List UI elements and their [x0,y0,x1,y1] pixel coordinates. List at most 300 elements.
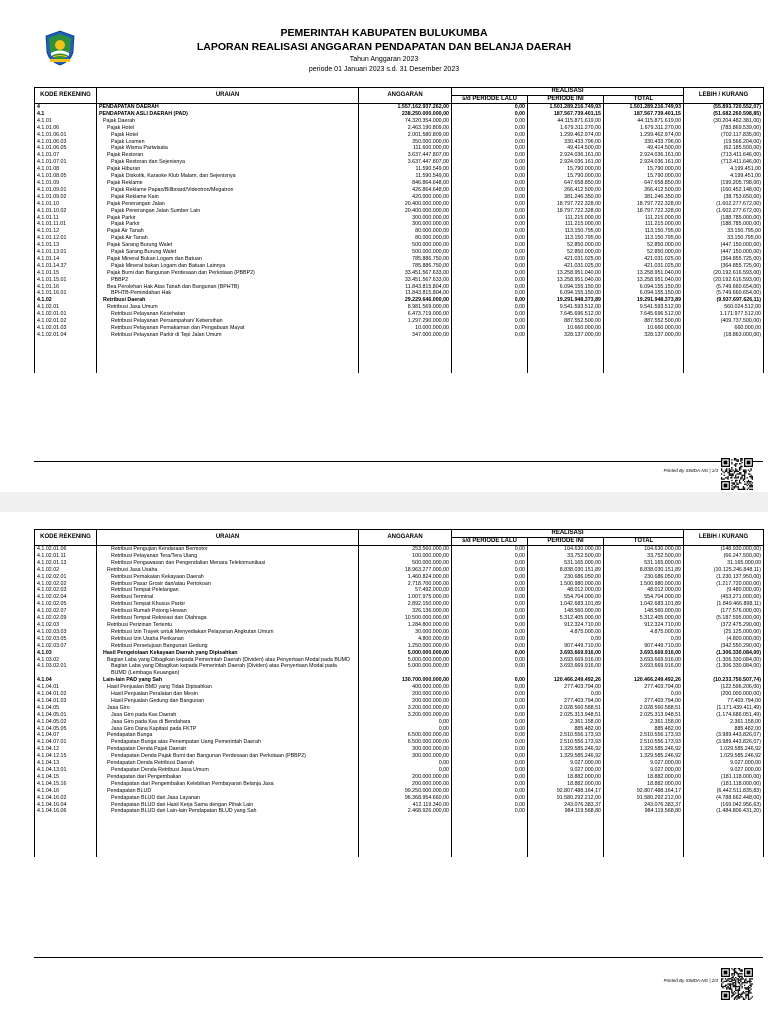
total-cell: 984.119.568,80 [604,808,684,815]
budget-cell: 0,00 [359,767,452,774]
budget-cell: 18.963.277.000,00 [359,567,452,574]
empty-cell [604,346,684,353]
prior-period-cell: 0,00 [452,132,528,139]
prior-period-cell: 0,00 [452,311,528,318]
empty-cell [528,829,604,836]
total-cell: 44.115.871.619,00 [604,118,684,125]
table-row [35,304,764,311]
description-cell: Jasa Giro pada Kas di Bendahara [97,719,359,726]
empty-cell [684,822,764,829]
variance-cell: (342.550.290,00) [684,643,764,650]
prior-period-cell: 0,00 [452,125,528,132]
total-cell: 15.790.000,00 [604,166,684,173]
budget-cell: 300.000.000,00 [359,215,452,222]
budget-cell: 99.250.000.000,00 [359,788,452,795]
prior-period-cell: 0,00 [452,228,528,235]
variance-cell: (9.480.000,00) [684,587,764,594]
variance-cell: (19.566.204,00) [684,139,764,146]
empty-cell [97,829,359,836]
total-cell: 9.027.000,00 [604,760,684,767]
table-row [35,194,764,201]
account-code-cell: 4.1.04.16.04 [35,802,97,809]
prior-period-cell: 0,00 [452,187,528,194]
total-cell: 18.882.000,00 [604,781,684,788]
budget-cell: 6.473.719.000,00 [359,311,452,318]
empty-cell [604,843,684,850]
account-code-cell: 4.1.04.05.05 [35,726,97,733]
empty-cell [35,359,97,366]
total-cell: 48.012.000,00 [604,587,684,594]
budget-cell: 426.864.648,00 [359,187,452,194]
table-row [35,166,764,173]
table-row [35,705,764,712]
prior-period-cell: 0,00 [452,726,528,733]
variance-cell: (1.849.466.898,11) [684,601,764,608]
description-cell: Retribusi Perizinan Tertentu [97,622,359,629]
prior-period-cell: 0,00 [452,194,528,201]
description-cell: Pendapatan Denda Pajak Daerah [97,746,359,753]
account-code-cell: 4.1.02.02.02 [35,581,97,588]
empty-cell [452,815,528,822]
qr-code-icon [721,458,753,490]
budget-cell: 20.400.000.000,00 [359,201,452,208]
table-row [35,152,764,159]
current-period-cell: 148.560.000,00 [528,608,604,615]
variance-cell: (1.602.277.672,00) [684,201,764,208]
budget-cell: 1.557.162.937.262,00 [359,104,452,111]
table-row [35,684,764,691]
account-code-cell: 4.1.02.03.05 [35,636,97,643]
current-period-cell: 1.329.585.246,92 [528,753,604,760]
variance-cell: (20.192.616.593,00) [684,277,764,284]
prior-period-cell: 0,00 [452,629,528,636]
prior-period-cell: 0,00 [452,166,528,173]
variance-cell: (702.117.835,00) [684,132,764,139]
total-cell: 912.324.710,00 [604,622,684,629]
budget-cell: 300.000.000,00 [359,746,452,753]
prior-period-cell: 0,00 [452,277,528,284]
budget-cell: 2.718.700.000,00 [359,581,452,588]
description-cell: Pajak Air Tanah [97,235,359,242]
current-period-cell: 647.658.850,00 [528,180,604,187]
variance-cell: 1.171.977.512,00 [684,311,764,318]
variance-cell: 660.000,00 [684,325,764,332]
total-cell: 1.679.311.270,00 [604,125,684,132]
prior-period-cell: 0,00 [452,753,528,760]
empty-row [35,359,764,366]
description-line: Bagian Laba yang Dibagikan kepada Pemerintah Daerah (Dividen) atas Penyertaan Modal pada [111,663,337,670]
variance-cell: (3.989.443.826,07) [684,739,764,746]
budget-cell: 3.637.447.807,00 [359,159,452,166]
description-cell: BPHTB-Pemindahan Hak [97,290,359,297]
col-header-sd-periode-lalu: s/d PERIODE LALU [452,538,528,546]
variance-cell: (372.475.290,00) [684,622,764,629]
description-cell: Retribusi Pelayanan Pemakaman dan Pengabuan Mayat [97,325,359,332]
table-row [35,663,764,677]
description-cell: Retribusi Pelayanan Parkir di Tepi Jalan Umum [97,332,359,339]
total-cell: 0,00 [604,636,684,643]
budget-cell: 30.000.000,00 [359,629,452,636]
variance-cell: (364.855.725,00) [684,263,764,270]
current-period-cell: 52.850.000,00 [528,249,604,256]
account-code-cell: 4.1.01.10 [35,201,97,208]
description-cell: Retribusi Izin Trayek untuk Menyediakan Pelayanan Angkutan Umum [97,629,359,636]
description-line: BUMD (Lembaga Keuangan) [111,670,180,677]
empty-cell [35,843,97,850]
empty-cell [35,815,97,822]
empty-cell [452,850,528,857]
prior-period-cell: 0,00 [452,180,528,187]
budget-cell: 6.500.000.000,00 [359,739,452,746]
prior-period-cell: 0,00 [452,691,528,698]
empty-cell [604,366,684,373]
variance-cell: 31.165.000,00 [684,560,764,567]
total-cell: 1.500.980.000,00 [604,581,684,588]
description-cell: Pendapatan Denda Retribusi Daerah [97,760,359,767]
empty-row [35,850,764,857]
total-cell: 18.882.000,00 [604,774,684,781]
budget-cell: 100.000.000,00 [359,553,452,560]
table-row [35,201,764,208]
empty-cell [684,850,764,857]
variance-cell: (1.217.720.000,00) [684,581,764,588]
prior-period-cell: 0,00 [452,159,528,166]
budget-cell: 10.500.000.000,00 [359,615,452,622]
table-row [35,173,764,180]
report-title: LAPORAN REALISASI ANGGARAN PENDAPATAN DAN BELANJA DAERAH [196,41,572,53]
total-cell: 113.150.795,00 [604,235,684,242]
budget-cell: 785.886.750,00 [359,263,452,270]
total-cell: 421.031.025,00 [604,256,684,263]
budget-cell: 0,00 [359,726,452,733]
account-code-cell: 4 [35,104,97,111]
total-cell: 3.693.669.916,00 [604,657,684,664]
empty-cell [359,815,452,822]
variance-cell: (1.306.330.084,00) [684,663,764,677]
variance-cell: 77.403.794,00 [684,698,764,705]
budget-cell: 0,00 [359,760,452,767]
variance-cell: (6.442.511.835,83) [684,788,764,795]
description-cell: Retribusi Tempat Pelelangan [97,587,359,594]
qr-code-icon [721,968,753,1000]
col-header-lebih-kurang: LEBIH / KURANG [684,530,764,546]
current-period-cell: 2.025.313.948,51 [528,712,604,719]
current-period-cell: 277.403.794,00 [528,698,604,705]
empty-row [35,836,764,843]
table-row [35,629,764,636]
prior-period-cell: 0,00 [452,104,528,111]
budget-cell: 420.000.000,00 [359,194,452,201]
variance-cell: (10.233.750.507,74) [684,677,764,684]
total-cell: 328.137.000,00 [604,332,684,339]
current-period-cell: 49.414.500,00 [528,145,604,152]
empty-row [35,815,764,822]
description-cell: Pajak Reklame [97,180,359,187]
account-code-cell: 4.1.02.03 [35,622,97,629]
col-header-lebih-kurang: LEBIH / KURANG [684,88,764,104]
current-period-cell: 421.031.025,00 [528,263,604,270]
empty-cell [684,346,764,353]
account-code-cell: 4.1.02.03.03 [35,629,97,636]
account-code-cell: 4.1.01.14.37 [35,263,97,270]
empty-cell [35,822,97,829]
col-header-kode: KODE REKENING [35,88,97,104]
description-cell: Bea Perolehan Hak Atas Tanah dan Bangunan (BPHTB) [97,284,359,291]
empty-cell [97,815,359,822]
description-cell: Pendapatan Bunga [97,732,359,739]
current-period-cell: 1.329.585.246,92 [528,746,604,753]
table-row [35,228,764,235]
empty-cell [452,829,528,836]
total-cell: 9.541.593.512,00 [604,304,684,311]
account-code-cell: 4.1.01.09.02 [35,194,97,201]
prior-period-cell: 0,00 [452,677,528,684]
empty-cell [604,836,684,843]
total-cell: 1.329.585.246,92 [604,753,684,760]
variance-cell: (20.192.616.593,00) [684,270,764,277]
description-cell: Pendapatan BLUD dari Lain-lain Pendapatan BLUD yang Sah [97,808,359,815]
total-cell: 243.076.383,37 [604,802,684,809]
variance-cell: (1.602.277.672,00) [684,208,764,215]
empty-cell [359,346,452,353]
empty-cell [528,359,604,366]
current-period-cell: 912.324.710,00 [528,622,604,629]
total-cell: 2.510.556.173,93 [604,732,684,739]
account-code-cell: 4.1.01.12 [35,228,97,235]
prior-period-cell: 0,00 [452,297,528,304]
budget-cell: 300.000.000,00 [359,221,452,228]
table-row [35,132,764,139]
col-header-periode-ini: PERIODE INI [528,96,604,104]
budget-cell: 200.000.000,00 [359,691,452,698]
prior-period-cell: 0,00 [452,636,528,643]
empty-cell [604,850,684,857]
empty-cell [452,346,528,353]
budget-cell: 130.700.000.000,00 [359,677,452,684]
empty-cell [97,359,359,366]
prior-period-cell: 0,00 [452,325,528,332]
account-code-cell: 4.1.01.12.01 [35,235,97,242]
budget-cell: 200.000.000,00 [359,698,452,705]
current-period-cell: 15.790.000,00 [528,173,604,180]
budget-cell: 2.001.580.809,00 [359,132,452,139]
description-cell [97,663,359,677]
variance-cell: (30.204.482.381,00) [684,118,764,125]
current-period-cell: 2.028.560.588,51 [528,705,604,712]
variance-cell: 4.199.451,00 [684,173,764,180]
current-period-cell: 111.215.000,00 [528,215,604,222]
empty-cell [684,353,764,360]
current-period-cell: 10.660.000,00 [528,325,604,332]
empty-cell [684,815,764,822]
table-row [35,615,764,622]
account-code-cell: 4.1.01.06.05 [35,145,97,152]
description-cell: Hasil Penjualan Gedung dan Bangunan [97,698,359,705]
budget-cell: 500.000.000,00 [359,242,452,249]
empty-cell [35,850,97,857]
prior-period-cell: 0,00 [452,201,528,208]
empty-cell [359,843,452,850]
table-row [35,325,764,332]
description-cell: Retribusi Daerah [97,297,359,304]
variance-cell: (51.682.260.598,85) [684,111,764,118]
table-row [35,746,764,753]
budget-cell: 2.463.190.809,00 [359,125,452,132]
table-row [35,567,764,574]
table-bottom-border [34,461,763,462]
total-cell: 330.433.796,00 [604,139,684,146]
account-code-cell: 4.1.01.13.01 [35,249,97,256]
total-cell: 10.660.000,00 [604,325,684,332]
account-code-cell: 4.1.03 [35,650,97,657]
description-cell: Jasa Giro Dana Kapitasi pada FKTP [97,726,359,733]
empty-cell [684,339,764,346]
prior-period-cell: 0,00 [452,567,528,574]
current-period-cell: 18.797.722.328,00 [528,201,604,208]
current-period-cell: 92.807.488.164,17 [528,788,604,795]
printed-by-label: Printed By SIMDA-NG | 1/3 [663,468,718,473]
current-period-cell: 2.924.036.161,00 [528,152,604,159]
total-cell: 52.850.000,00 [604,249,684,256]
description-cell: Pajak Hotel [97,132,359,139]
page-gap [0,492,768,512]
description-cell: Retribusi Izin Usaha Perikanan [97,636,359,643]
variance-cell: 1.029.585.246,92 [684,753,764,760]
budget-cell: 6.500.000.000,00 [359,732,452,739]
variance-cell: (18.863.000,00) [684,332,764,339]
table-row [35,719,764,726]
total-cell: 887.552.500,00 [604,318,684,325]
account-code-cell: 4.1.02.01.06 [35,546,97,553]
prior-period-cell: 0,00 [452,739,528,746]
account-code-cell: 4.1.03.02.01 [35,663,97,677]
table-row [35,145,764,152]
current-period-cell: 18.882.000,00 [528,774,604,781]
total-cell: 33.752.500,00 [604,553,684,560]
prior-period-cell: 0,00 [452,760,528,767]
variance-cell: (148.930.000,00) [684,546,764,553]
total-cell: 2.510.556.173,93 [604,739,684,746]
budget-cell: 0,00 [359,719,452,726]
budget-cell: 347.000.000,00 [359,332,452,339]
account-code-cell: 4.1.04.05.01 [35,712,97,719]
total-cell: 1.042.683.101,89 [604,601,684,608]
total-cell: 9.027.000,00 [604,767,684,774]
account-code-cell: 4.1.01.09.01 [35,187,97,194]
prior-period-cell: 0,00 [452,256,528,263]
account-code-cell: 4.1.02.02.05 [35,601,97,608]
current-period-cell: 187.567.739.401,15 [528,111,604,118]
current-period-cell: 48.012.000,00 [528,587,604,594]
account-code-cell: 4.1.02.03.07 [35,643,97,650]
description-cell: Bagian Laba yang Dibagikan kepada Pemerintah Daerah (Dividen) atas Penyertaan Modal pada BUMD [97,657,359,664]
empty-cell [97,850,359,857]
budget-cell: 300.000.000,00 [359,753,452,760]
budget-cell: 1.007.975.000,00 [359,594,452,601]
table-row [35,187,764,194]
total-cell: 531.165.000,00 [604,560,684,567]
col-header-realisasi: REALISASI [452,88,684,96]
total-cell: 2.028.560.588,51 [604,705,684,712]
budget-cell: 5.000.000.000,00 [359,657,452,664]
account-code-cell: 4.1.02.01.02 [35,318,97,325]
current-period-cell: 2.510.556.173,93 [528,739,604,746]
budget-cell: 1.297.290.000,00 [359,318,452,325]
current-period-cell: 3.693.669.916,00 [528,663,604,677]
table-row [35,698,764,705]
budget-cell: 2.468.926.000,00 [359,808,452,815]
prior-period-cell: 0,00 [452,601,528,608]
current-period-cell: 1.042.683.101,89 [528,601,604,608]
current-period-cell: 0,00 [528,636,604,643]
table-row [35,594,764,601]
total-cell: 6.094.155.150,00 [604,290,684,297]
table-row [35,318,764,325]
variance-cell: (188.785.000,00) [684,215,764,222]
variance-cell: 4.199.451,00 [684,166,764,173]
total-cell: 113.150.795,00 [604,228,684,235]
current-period-cell: 2.510.556.173,93 [528,732,604,739]
total-cell: 554.704.000,00 [604,594,684,601]
description-cell: Pendapatan dari Pengembalian Kelebihan Pembayaran Belanja Jasa [97,781,359,788]
col-header-realisasi: REALISASI [452,530,684,538]
budget-cell: 57.492.000,00 [359,587,452,594]
description-cell: Pajak Parkir [97,215,359,222]
total-cell: 15.790.000,00 [604,173,684,180]
account-code-cell: 4.1.02.02.03 [35,587,97,594]
table-row [35,159,764,166]
current-period-cell: 554.704.000,00 [528,594,604,601]
empty-row [35,353,764,360]
empty-row [35,822,764,829]
account-code-cell: 4.1.02 [35,297,97,304]
total-cell: 2.924.036.161,00 [604,159,684,166]
budget-cell: 2.892.150.000,00 [359,601,452,608]
empty-cell [35,346,97,353]
account-code-cell: 4.1.01.11 [35,215,97,222]
account-code-cell: 4.1.04.01.02 [35,691,97,698]
realization-table-page-2 [34,529,764,857]
current-period-cell: 120.466.249.492,26 [528,677,604,684]
variance-cell: (1.306.330.084,00) [684,650,764,657]
budget-cell: 5.000.000.000,00 [359,663,452,677]
account-code-cell: 4.1.01.10.02 [35,208,97,215]
empty-cell [452,836,528,843]
prior-period-cell: 0,00 [452,719,528,726]
empty-cell [35,353,97,360]
variance-cell: 1.029.585.246,92 [684,746,764,753]
budget-cell: 350.000.000,00 [359,139,452,146]
description-cell: Pendapatan dari Pengembalian [97,774,359,781]
account-code-cell: 4.1.04.12.15 [35,753,97,760]
report-fiscal-year: Tahun Anggaran 2023 [349,56,419,63]
current-period-cell: 18.882.000,00 [528,781,604,788]
total-cell: 1.501.289.216.749,93 [604,104,684,111]
variance-cell: (10.125.246.848,11) [684,567,764,574]
account-code-cell: 4.1.01.16.01 [35,290,97,297]
prior-period-cell: 0,00 [452,145,528,152]
budget-cell: 74.320.354.000,00 [359,118,452,125]
account-code-cell: 4.1.04.15 [35,774,97,781]
empty-cell [528,850,604,857]
col-header-uraian: URAIAN [97,530,359,546]
table-row [35,774,764,781]
account-code-cell: 4.1.01.15 [35,270,97,277]
variance-cell: 885.482,00 [684,726,764,733]
total-cell: 7.645.696.512,00 [604,311,684,318]
table-row [35,622,764,629]
account-code-cell: 4.1.04 [35,677,97,684]
